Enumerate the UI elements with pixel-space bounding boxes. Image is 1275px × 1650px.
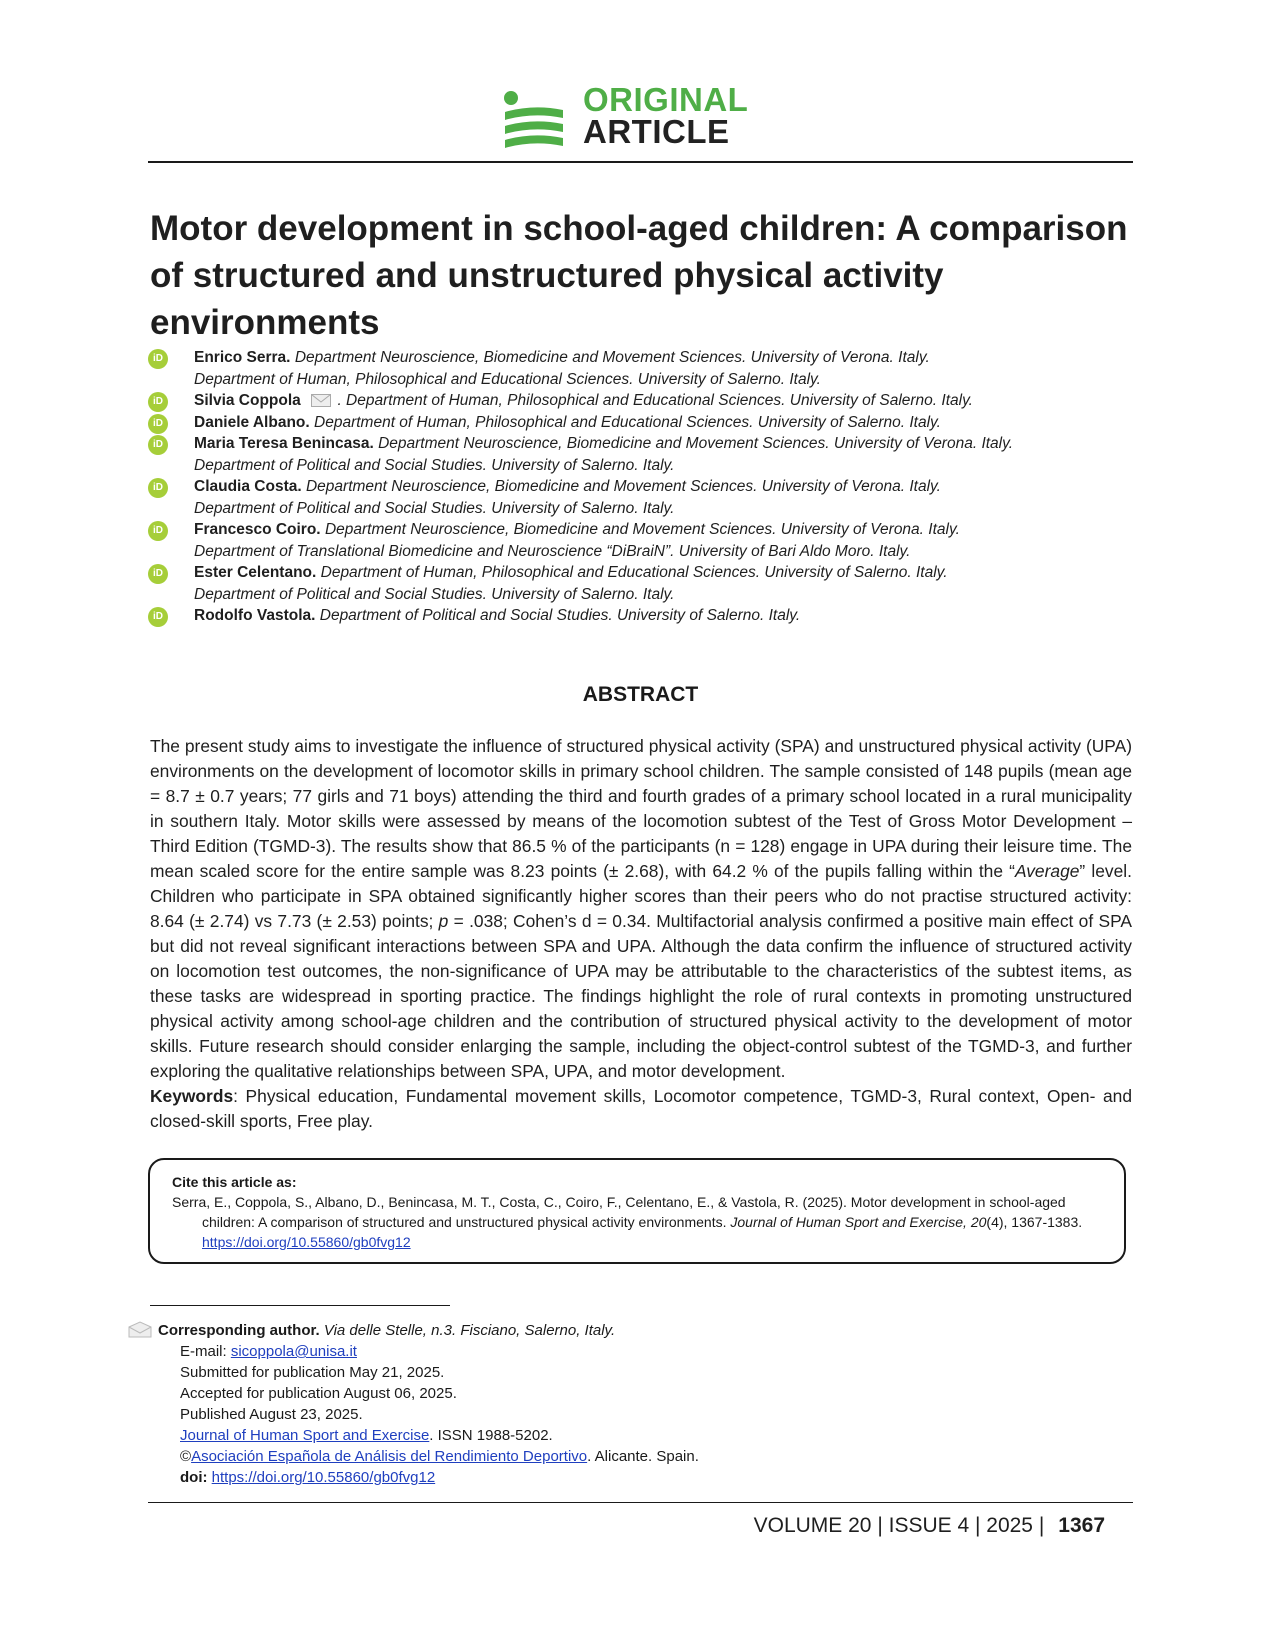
issn-text: . ISSN 1988-5202. [429, 1427, 553, 1444]
doi-link[interactable]: https://doi.org/10.55860/gb0fvg12 [211, 1469, 436, 1486]
published-date: Published August 23, 2025. [180, 1406, 363, 1423]
publisher-link[interactable]: Asociación Española de Análisis del Rendimiento Deportivo [191, 1448, 588, 1465]
page-number: 1367 [1058, 1514, 1105, 1537]
author-name: Silvia Coppola [194, 392, 301, 409]
author-affiliation: Department Neuroscience, Biomedicine and Movement Sciences. University of Verona. Italy. [294, 349, 930, 366]
author-affiliation: Department Neuroscience, Biomedicine and Movement Sciences. University of Verona. Italy. [378, 435, 1014, 452]
author-affiliation: Department Neuroscience, Biomedicine and Movement Sciences. University of Verona. Italy. [305, 478, 941, 495]
author-entry [148, 519, 1133, 562]
abstract-heading: ABSTRACT [582, 683, 699, 706]
citation-journal: Journal of Human Sport and Exercise, 20 [730, 1214, 987, 1230]
author-name: Claudia Costa. [194, 478, 302, 495]
email-label: E-mail: [180, 1343, 231, 1360]
author-affiliation: . Department of Human, Philosophical and Educational Sciences. University of Salerno. Italy. [337, 392, 973, 409]
author-entry [148, 390, 1133, 412]
accepted-date: Accepted for publication August 06, 2025. [180, 1385, 457, 1402]
orcid-icon[interactable]: iD [148, 607, 168, 627]
author-name: Ester Celentano. [194, 564, 317, 581]
abstract-text: ” level. Children who participate in SPA obtained significantly higher scores than their peers who do not practise structured activity: 8.64 (± 2.74) vs 7.73 (± 2.53) points; [150, 861, 1132, 931]
author-affiliation: Department of Political and Social Studies. University of Salerno. Italy. [194, 499, 675, 517]
email-link[interactable]: sicoppola@unisa.it [230, 1343, 357, 1360]
author-name: Rodolfo Vastola. [194, 607, 316, 624]
author-name: Enrico Serra. [194, 349, 291, 366]
abstract-italic-term: Average [1014, 861, 1080, 881]
orcid-icon[interactable]: iD [148, 435, 168, 455]
citation-reference [172, 1192, 1106, 1252]
keywords-label: Keywords [150, 1086, 234, 1106]
abstract-body [150, 734, 1132, 1134]
journal-link[interactable]: Journal of Human Sport and Exercise [180, 1427, 430, 1444]
logo-line-original: ORIGINAL [583, 81, 749, 118]
orcid-icon[interactable]: iD [148, 414, 168, 434]
submitted-date: Submitted for publication May 21, 2025. [180, 1364, 445, 1381]
orcid-icon[interactable]: iD [148, 521, 168, 541]
correspondence-block [128, 1320, 1028, 1488]
logo-line-article: ARTICLE [583, 113, 730, 150]
citation-text: Serra, E., Coppola, S., Albano, D., Benincasa, M. T., Costa, C., Coiro, F., Celentano, E., & Vastola, R. (2025). Motor development in school-aged children: A comparison of structured and unstructured physical activity environments. [172, 1194, 1066, 1230]
orcid-icon[interactable]: iD [148, 349, 168, 369]
author-entry [148, 433, 1133, 476]
corresponding-address: Via delle Stelle, n.3. Fisciano, Salerno, Italy. [323, 1322, 616, 1339]
author-affiliation: Department Neuroscience, Biomedicine and Movement Sciences. University of Verona. Italy. [324, 521, 960, 538]
author-name: Daniele Albano. [194, 413, 310, 431]
volume-info: VOLUME 20 | ISSUE 4 | 2025 | [753, 1514, 1045, 1537]
author-entry [148, 605, 1133, 627]
author-list [148, 347, 1133, 627]
author-affiliation: Department of Human, Philosophical and Educational Sciences. University of Salerno. Italy. [320, 564, 948, 581]
page-footer [754, 1513, 1105, 1539]
abstract-text: = .038; Cohen’s d = 0.34. Multifactorial analysis confirmed a positive main effect of SPA but did not reveal significant interactions between SPA and UPA. Although the data confirm the influence of structured activity on locomotion test outcomes, the non-significance of UPA may be attributable to the characteristics of the subtest items, as these tasks are widespread in sporting practice. The findings highlight the role of rural contexts in promoting unstructured physical activity among school-age children and the contribution of structured physical activity to the development of motor skills. Future research should consider enlarging the sample, including the object-control subtest of the TGMD-3, and further exploring the qualitative relationships between SPA, UPA, and motor development. [150, 911, 1132, 1081]
author-entry [148, 412, 1133, 434]
orcid-icon[interactable]: iD [148, 392, 168, 412]
citation-issue-pages: (4), 1367-1383. [986, 1214, 1083, 1230]
author-affiliation: Department of Political and Social Studies. University of Salerno. Italy. [319, 607, 801, 624]
orcid-icon[interactable]: iD [148, 564, 168, 584]
author-affiliation: Department of Political and Social Studies. University of Salerno. Italy. [194, 585, 675, 603]
footnote-divider [150, 1305, 450, 1306]
abstract-text: The present study aims to investigate the influence of structured physical activity (SPA) and unstructured physical activity (UPA) environments on the development of locomotor skills in primary school children. The sample consisted of 148 pupils (mean age = 8.7 ± 0.7 years; 77 girls and 71 boys) attending the third and fourth grades of a primary school located in a rural municipality in southern Italy. Motor skills were assessed by means of the locomotion subtest of the Test of Gross Motor Development – Third Edition (TGMD-3). The results show that 86.5 % of the participants (n = 128) engage in UPA during their leisure time. The mean scaled score for the entire sample was 8.23 points (± 2.68), with 64.2 % of the pupils falling within the “ [150, 736, 1132, 881]
author-entry [148, 562, 1133, 605]
envelope-icon [311, 394, 331, 407]
author-entry [148, 347, 1133, 390]
author-name: Francesco Coiro. [194, 521, 321, 538]
author-name: Maria Teresa Benincasa. [194, 435, 374, 452]
author-affiliation: Department of Human, Philosophical and Educational Sciences. University of Salerno. Italy. [194, 370, 821, 388]
citation-doi-link[interactable]: https://doi.org/10.55860/gb0fvg12 [202, 1234, 411, 1250]
keywords-list: : Physical education, Fundamental movement skills, Locomotor competence, TGMD-3, Rural context, Open- and closed-skill sports, Free play. [150, 1086, 1132, 1131]
orcid-icon[interactable]: iD [148, 478, 168, 498]
p-value-label: p [438, 911, 449, 931]
doi-label: doi: [180, 1469, 212, 1486]
article-stripes-icon [503, 90, 565, 148]
author-affiliation: Department of Human, Philosophical and Educational Sciences. University of Salerno. Italy. [314, 413, 941, 431]
author-affiliation: Department of Political and Social Studies. University of Salerno. Italy. [194, 456, 675, 474]
citation-box [148, 1158, 1126, 1264]
citation-heading: Cite this article as: [172, 1174, 297, 1190]
author-entry [148, 476, 1133, 519]
footer-divider [148, 1502, 1133, 1503]
corresponding-author-label: Corresponding author. [158, 1322, 320, 1339]
journal-logo [503, 81, 793, 152]
envelope-icon [128, 1321, 152, 1338]
header-divider [148, 161, 1133, 163]
author-affiliation: Department of Translational Biomedicine and Neuroscience “DiBraiN”. University of Bari Aldo Moro. Italy. [194, 542, 911, 560]
publisher-location: . Alicante. Spain. [587, 1448, 699, 1465]
copyright-symbol: © [180, 1448, 192, 1465]
article-title: Motor development in school-aged children: A comparison of structured and unstructured physical activity environments [150, 209, 1128, 342]
